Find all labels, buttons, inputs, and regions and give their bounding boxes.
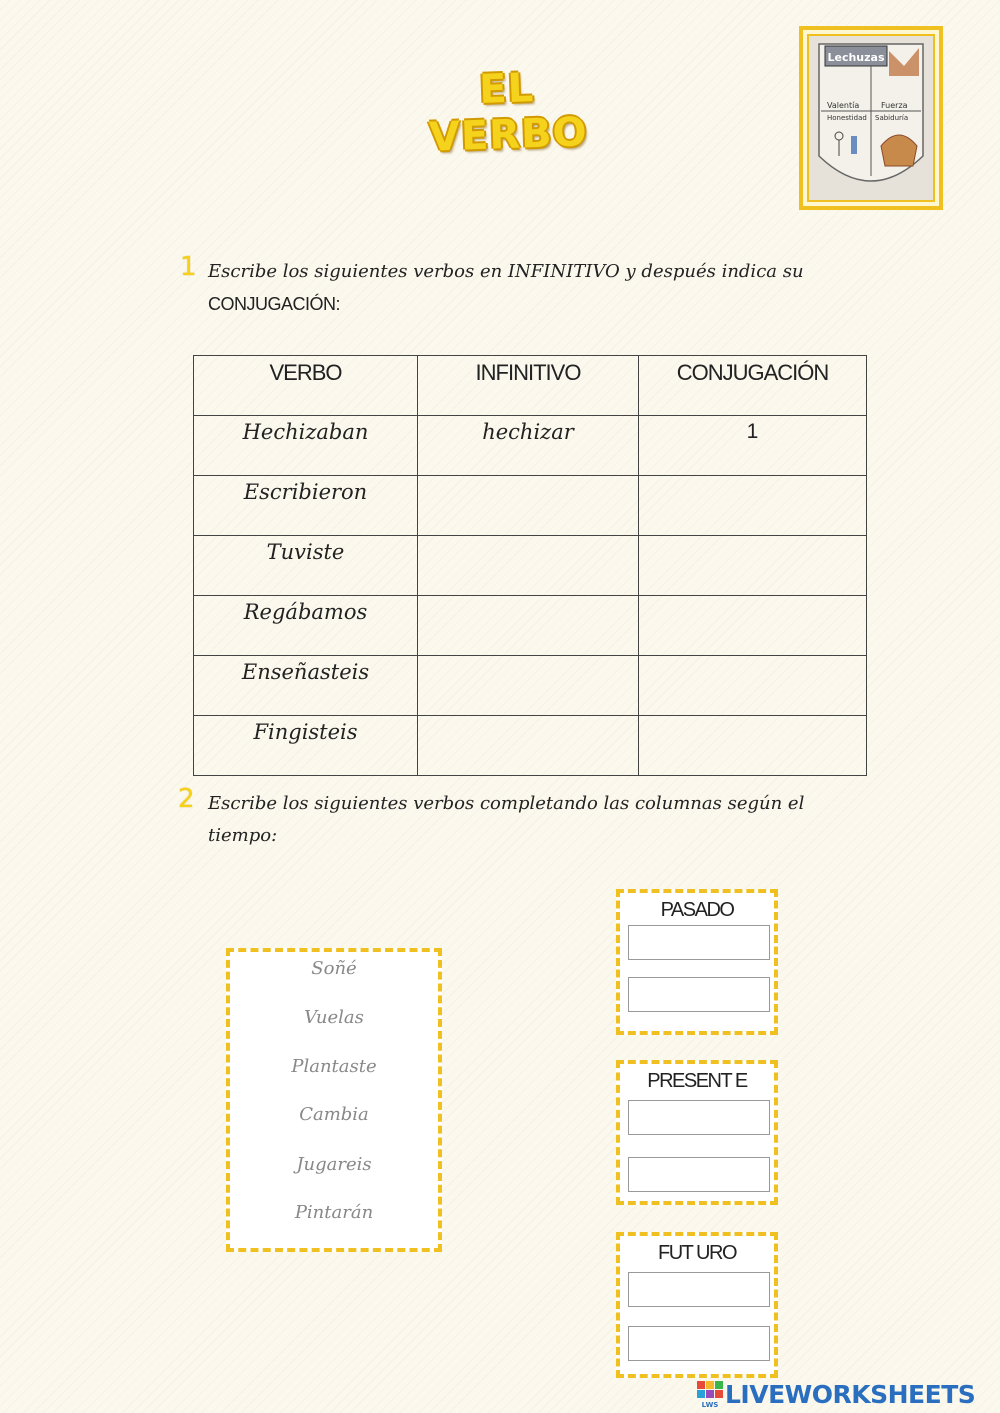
table-row — [194, 536, 867, 596]
conjugation-input[interactable] — [639, 656, 867, 716]
infinitive-input[interactable] — [418, 476, 639, 536]
infinitive-input[interactable]: hechizar — [418, 416, 639, 476]
column-header-infinitivo: INFINITIVO — [418, 356, 639, 416]
drop-slot-futuro-1[interactable] — [628, 1272, 770, 1307]
page-title: EL VERBO — [428, 65, 589, 161]
exercise-1-number: 1 — [180, 252, 197, 282]
crest-sign-text: Lechuzas — [827, 51, 885, 64]
liveworksheets-logo-icon — [697, 1379, 723, 1409]
table-row — [194, 656, 867, 716]
crest-text-q1: Valentía — [827, 101, 860, 110]
verb-cell: Fingisteis — [194, 716, 418, 776]
infinitive-input[interactable] — [418, 716, 639, 776]
logo-letters: LWS — [701, 1401, 719, 1409]
table-row — [194, 596, 867, 656]
verb-cell: Regábamos — [194, 596, 418, 656]
table-row — [194, 416, 867, 476]
table-row — [194, 476, 867, 536]
infinitive-input[interactable] — [418, 536, 639, 596]
crest-text-q1b: Honestidad — [827, 114, 867, 122]
draggable-word[interactable]: Pintarán — [294, 1202, 374, 1223]
drop-slot-presente-2[interactable] — [628, 1157, 770, 1192]
category-box-futuro — [616, 1232, 778, 1378]
draggable-word[interactable]: Soñé — [311, 958, 357, 979]
exercise-1-instruction-line-1: Escribe los siguientes verbos en INFINITIVO y después indica su — [208, 261, 804, 282]
conjugation-input[interactable]: 1 — [639, 416, 867, 476]
liveworksheets-brand — [697, 1376, 975, 1412]
category-label-presente: PRESENT E — [647, 1070, 747, 1092]
drop-slot-pasado-2[interactable] — [628, 977, 770, 1012]
verb-conjugation-table — [193, 355, 867, 776]
drop-slot-presente-1[interactable] — [628, 1100, 770, 1135]
verb-cell: Hechizaban — [194, 416, 418, 476]
infinitive-input[interactable] — [418, 656, 639, 716]
category-label-futuro: FUT URO — [657, 1242, 736, 1264]
column-header-verbo: VERBO — [194, 356, 418, 416]
drop-slot-pasado-1[interactable] — [628, 925, 770, 960]
exercise-2-number: 2 — [178, 784, 195, 814]
conjugation-input[interactable] — [639, 536, 867, 596]
photo-image — [807, 34, 935, 202]
verb-cell: Tuviste — [194, 536, 418, 596]
category-box-pasado — [616, 889, 778, 1035]
column-header-conjugacion: CONJUGACIÓN — [639, 356, 867, 416]
draggable-word[interactable]: Vuelas — [304, 1007, 364, 1028]
verb-cell: Enseñasteis — [194, 656, 418, 716]
house-crest-drawing — [809, 36, 933, 200]
house-banner-photo — [799, 26, 943, 210]
draggable-word[interactable]: Cambia — [299, 1104, 369, 1125]
infinitive-input[interactable] — [418, 596, 639, 656]
table-row — [194, 716, 867, 776]
category-label-pasado: PASADO — [660, 899, 734, 921]
crest-text-q3: Sabiduría — [875, 114, 909, 122]
conjugation-input[interactable] — [639, 716, 867, 776]
draggable-word[interactable]: Jugareis — [296, 1154, 372, 1175]
verb-cell: Escribieron — [194, 476, 418, 536]
draggable-word[interactable]: Plantaste — [291, 1056, 377, 1077]
category-box-presente — [616, 1060, 778, 1205]
drop-slot-futuro-2[interactable] — [628, 1326, 770, 1361]
exercise-1-instruction-line-2: CONJUGACIÓN: — [208, 294, 341, 314]
table-header-row — [194, 356, 867, 416]
word-bank — [226, 948, 442, 1252]
conjugation-input[interactable] — [639, 476, 867, 536]
conjugation-input[interactable] — [639, 596, 867, 656]
exercise-2-instruction-line-2: tiempo: — [208, 825, 278, 846]
liveworksheets-wordmark: LIVEWORKSHEETS — [725, 1379, 976, 1409]
exercise-2-instruction-line-1: Escribe los siguientes verbos completando las columnas según el — [208, 793, 805, 814]
crest-text-q2: Fuerza — [881, 101, 908, 110]
